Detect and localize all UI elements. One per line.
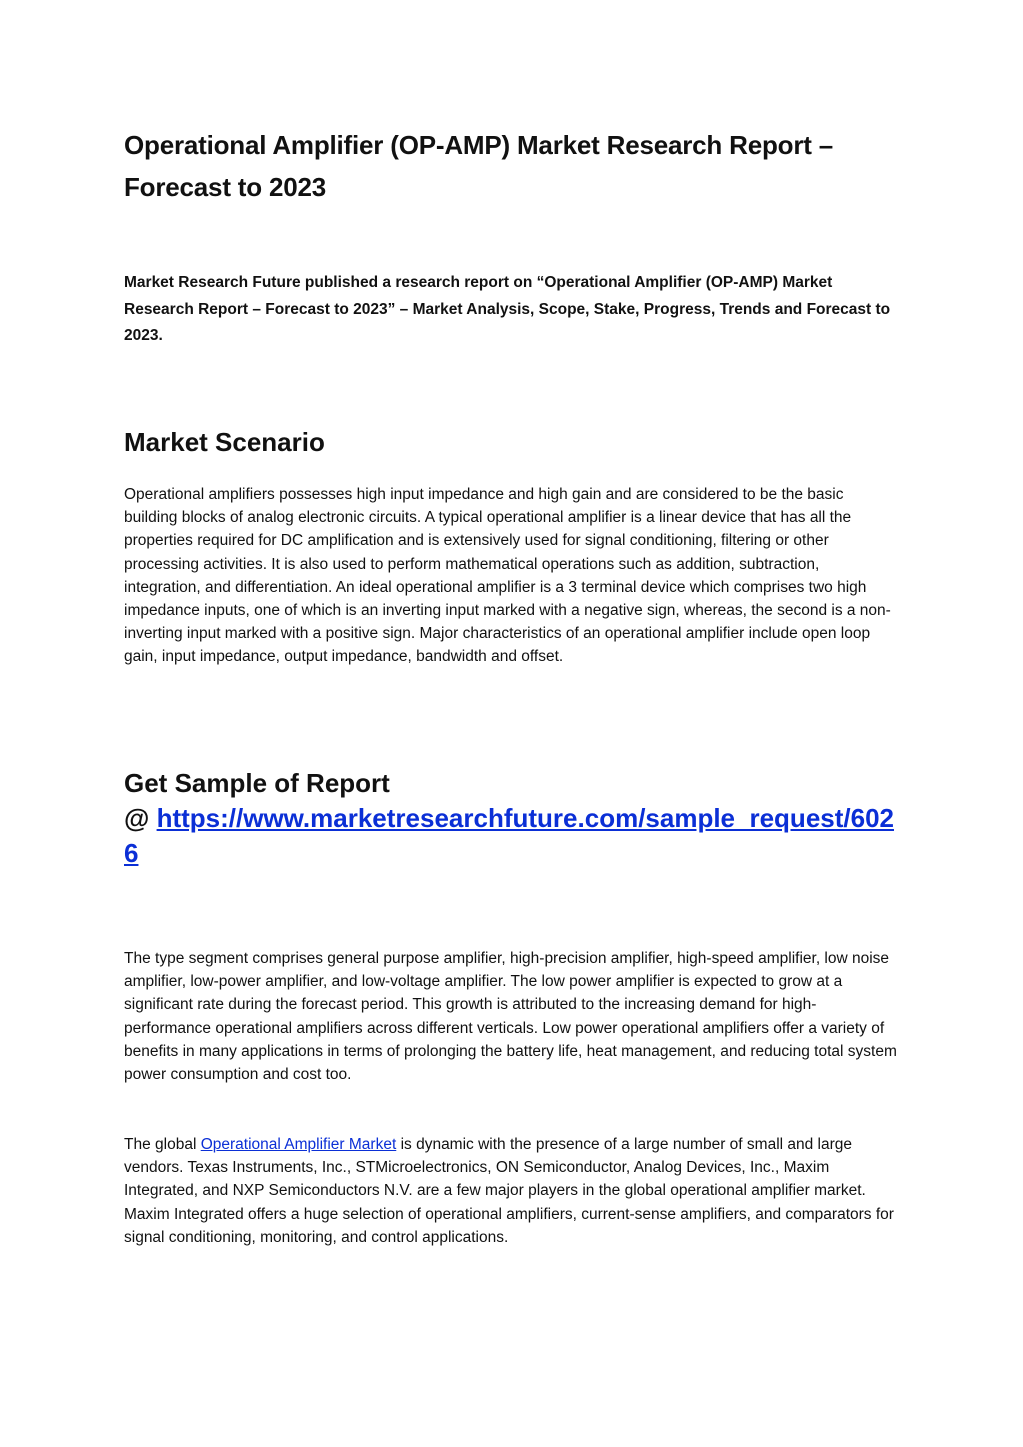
market-scenario-paragraph: Operational amplifiers possesses high input impedance and high gain and are considered to be the basic building blocks of analog electronic circuits. A typical operational amplifier is a linear device that has all the properties required for DC amplification and is extensively used for signal conditioning, filtering or other processing activities. It is also used to perform mathematical operations such as addition, subtraction, integration, and differentiation. An ideal operational amplifier is a 3 terminal device which comprises two high impedance inputs, one of which is an inverting input marked with a negative sign, whereas, the second is a non-inverting input marked with a positive sign. Major characteristics of an operational amplifier include open loop gain, input impedance, output impedance, bandwidth and offset. — [124, 486, 891, 666]
sample-link-prefix: @ — [124, 803, 157, 833]
page-title: Operational Amplifier (OP-AMP) Market Research Report – Forecast to 2023 — [124, 130, 833, 202]
market-scenario-heading: Market Scenario — [124, 427, 325, 457]
type-segment-paragraph: The type segment comprises general purpose amplifier, high-precision amplifier, high-speed amplifier, low noise amplifier, low-power amplifier, and low-voltage amplifier. The low power amplifier is expected to grow at a significant rate during the forecast period. This growth is attributed to the increasing demand for high-performance operational amplifiers across different verticals. Low power operational amplifiers offer a variety of benefits in many applications in terms of prolonging the battery life, heat management, and reducing total system power consumption and cost too. — [124, 950, 897, 1084]
sample-heading-text: Get Sample of Report — [124, 768, 390, 798]
sample-request-link[interactable]: https://www.marketresearchfuture.com/sample_request/6026 — [124, 803, 894, 868]
intro-paragraph: Market Research Future published a research report on “Operational Amplifier (OP-AMP) Market Research Report – Forecast to 2023” – Market Analysis, Scope, Stake, Progress, Trends and Forecast to 2023. — [124, 274, 891, 344]
global-text-after: is dynamic with the presence of a large number of small and large vendors. Texas Instruments, Inc., STMicroelectronics, ON Semiconductor, Analog Devices, Inc., Maxim Integrated, and NXP Semiconductors N.V. are a few major players in the global operational amplifier market. Maxim Integrated offers a huge selection of operational amplifiers, current-sense amplifiers, and comparators for signal conditioning, monitoring, and control applications. — [124, 1136, 894, 1246]
sample-report-heading — [124, 766, 900, 871]
global-text-before: The global — [124, 1136, 201, 1153]
operational-amplifier-market-link[interactable]: Operational Amplifier Market — [200, 1136, 397, 1153]
global-market-paragraph — [124, 1133, 900, 1249]
